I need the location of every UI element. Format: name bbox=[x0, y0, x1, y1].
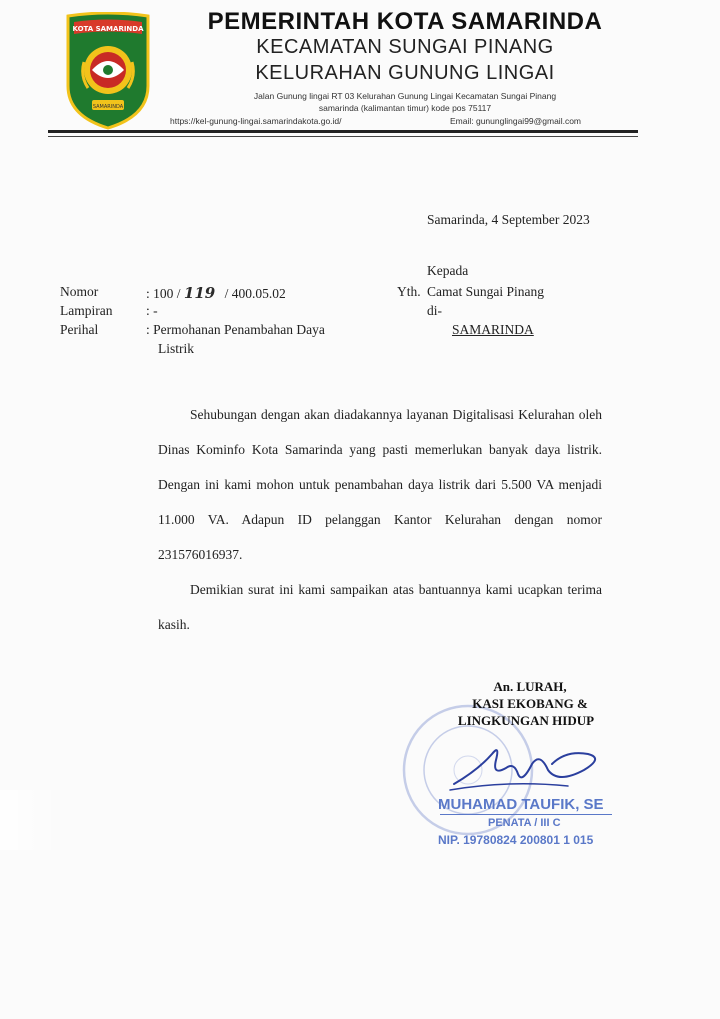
sign-title-1: An. LURAH, bbox=[493, 679, 567, 694]
recipient-name: Camat Sungai Pinang bbox=[427, 284, 544, 299]
lampiran-label: Lampiran bbox=[60, 303, 113, 318]
letterhead-address1: Jalan Gunung lingai RT 03 Kelurahan Gunung Lingai Kecamatan Sungai Pinang bbox=[253, 91, 557, 101]
letterhead-rule-thin bbox=[48, 136, 638, 137]
letterhead-line1: PEMERINTAH KOTA SAMARINDA bbox=[207, 8, 603, 35]
letterhead-email[interactable]: Email: gununglingai99@gmail.com bbox=[450, 116, 582, 126]
recipient-di: di- bbox=[427, 303, 442, 318]
recipient-yth: Yth. bbox=[397, 284, 421, 299]
lampiran-value: : - bbox=[146, 303, 158, 318]
nomor-value bbox=[146, 284, 286, 302]
nomor-suffix: / 400.05.02 bbox=[224, 286, 286, 301]
logo-ribbon-text: SAMARINDA bbox=[92, 104, 124, 110]
nomor-label: Nomor bbox=[60, 284, 99, 299]
body-paragraph-1-text: Sehubungan dengan akan diadakannya layanan Digitalisasi Kelurahan oleh Dinas Kominfo Kota Samarinda yang pasti memerlukan banyak daya listrik. Dengan ini kami mohon untuk penambahan daya listrik dari 5.500 VA menjadi 11.000 VA. Adapun ID pelanggan Kantor Kelurahan dengan nomor 231576016937. bbox=[158, 407, 602, 562]
body-paragraph-2-text: Demikian surat ini kami sampaikan atas bantuannya kami ucapkan terima kasih. bbox=[158, 582, 602, 632]
body-paragraph-1 bbox=[158, 397, 602, 572]
signer-nip: NIP. 19780824 200801 1 015 bbox=[438, 833, 594, 847]
handwritten-signature bbox=[448, 740, 608, 800]
signer-rank: PENATA / III C bbox=[488, 817, 561, 829]
perihal-value-2: Listrik bbox=[158, 341, 194, 356]
perihal-label: Perihal bbox=[60, 322, 99, 337]
letterhead-rule-thick bbox=[48, 130, 638, 133]
letterhead-website[interactable]: https://kel-gunung-lingai.samarindakota.go.id/ bbox=[170, 116, 342, 126]
perihal-value-1: : Permohanan Penambahan Daya bbox=[146, 322, 325, 337]
sign-title-2: KASI EKOBANG & bbox=[472, 696, 588, 711]
recipient-kepada: Kepada bbox=[427, 263, 469, 278]
city-logo bbox=[62, 12, 154, 130]
date-line: Samarinda, 4 September 2023 bbox=[427, 212, 590, 227]
scan-artifact bbox=[0, 790, 60, 850]
sign-title-3: LINGKUNGAN HIDUP bbox=[457, 713, 595, 728]
signer-name-underline bbox=[440, 814, 612, 815]
recipient-city: SAMARINDA bbox=[452, 322, 534, 337]
signer-name: MUHAMAD TAUFIK, SE bbox=[438, 796, 604, 813]
body-paragraph-2 bbox=[158, 572, 602, 642]
letterhead-line3: KELURAHAN GUNUNG LINGAI bbox=[255, 62, 555, 84]
nomor-handwritten: 119 bbox=[183, 284, 216, 302]
logo-text: KOTA SAMARINDA bbox=[72, 25, 144, 33]
letterhead-address2: samarinda (kalimantan timur) kode pos 75117 bbox=[318, 103, 492, 113]
nomor-prefix: : 100 / bbox=[146, 286, 181, 301]
letterhead-line2: KECAMATAN SUNGAI PINANG bbox=[256, 36, 554, 58]
